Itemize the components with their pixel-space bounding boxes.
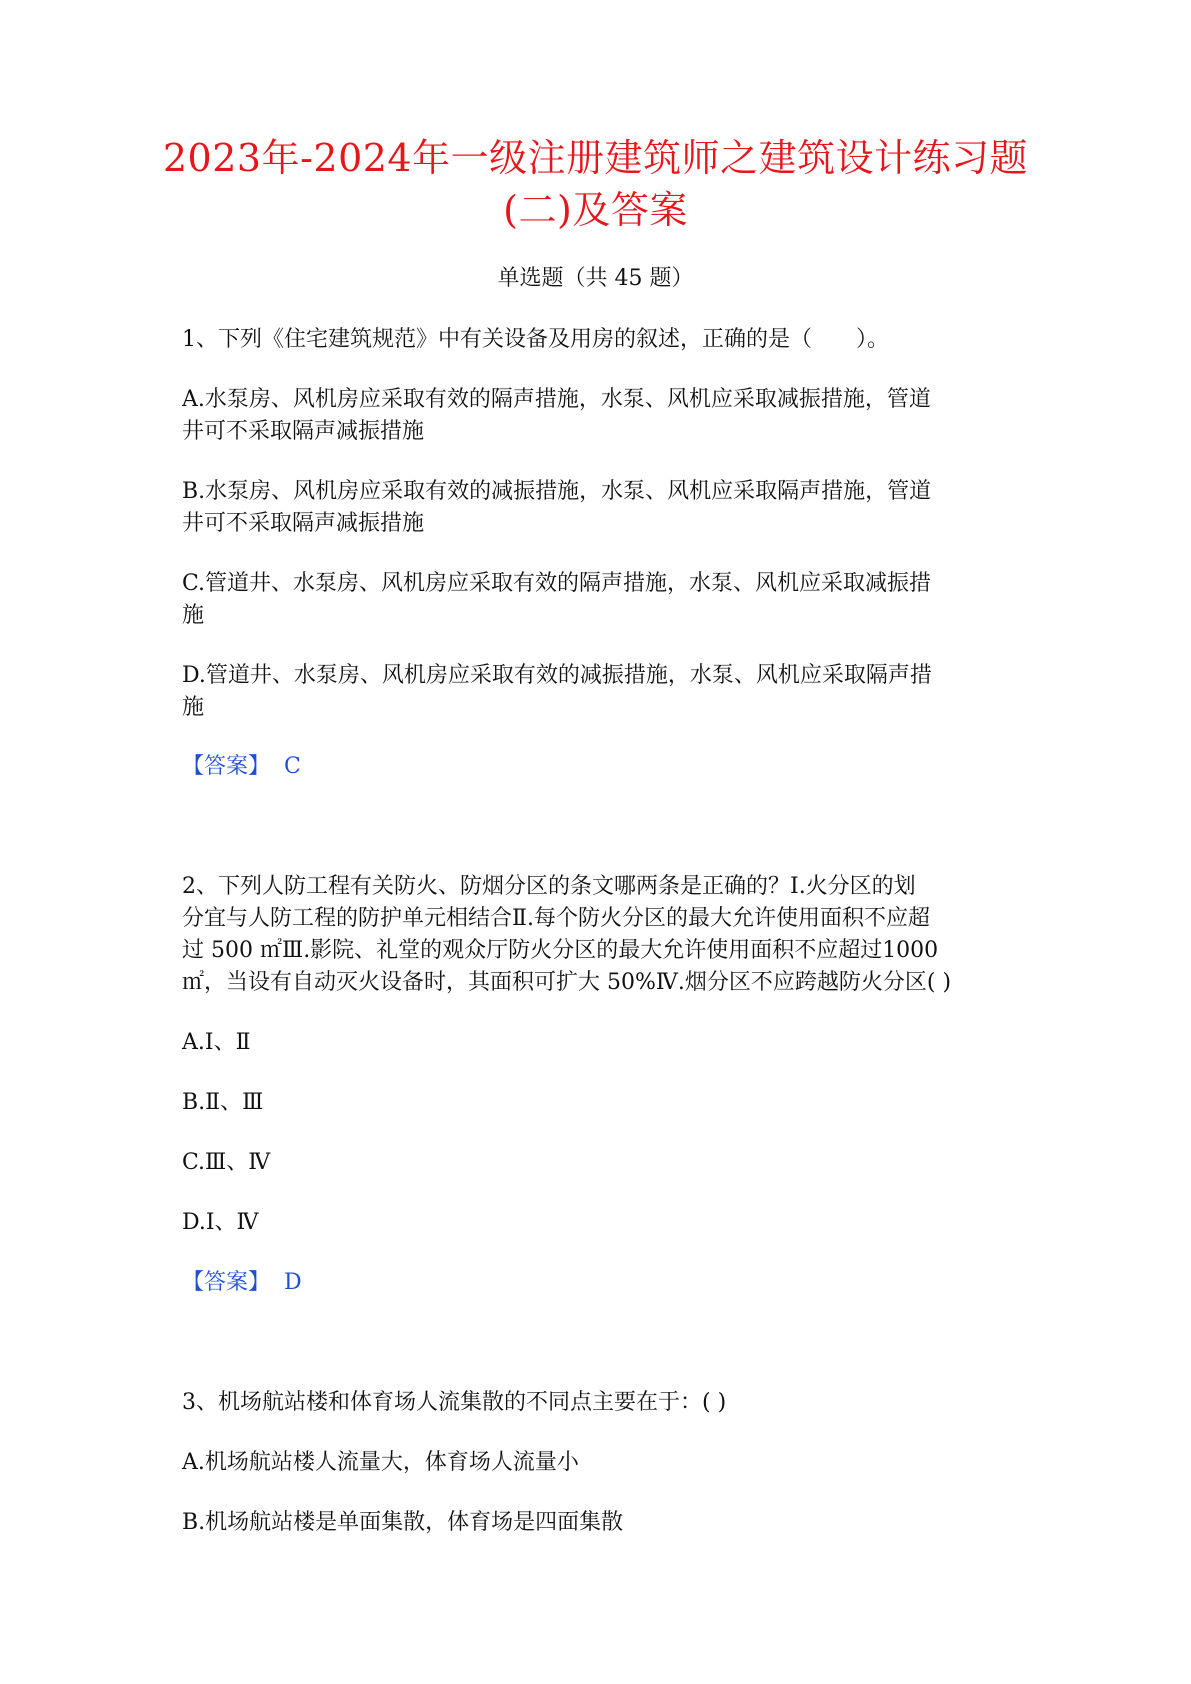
- question-1-answer: [182, 751, 301, 783]
- section-heading: 单选题（共 45 题）: [497, 266, 694, 291]
- answer-label: 【答案】: [182, 754, 271, 779]
- answer-value: D: [284, 1270, 302, 1295]
- question-1-option-d-line2: 施: [182, 695, 205, 720]
- question-1-option-b-line1: B.水泵房、风机房应采取有效的减振措施，水泵、风机应采取隔声措施，管道: [182, 479, 932, 504]
- document-title-line1: 2023年-2024年一级注册建筑师之建筑设计练习题: [162, 136, 1029, 180]
- question-3-option-a: A.机场航站楼人流量大，体育场人流量小: [182, 1450, 579, 1475]
- answer-value: C: [284, 754, 301, 779]
- question-1-stem: 1、下列《住宅建筑规范》中有关设备及用房的叙述，正确的是（ ）。: [182, 327, 889, 352]
- question-2-answer: [182, 1267, 302, 1299]
- question-2-option-b: B.Ⅱ、Ⅲ: [182, 1090, 264, 1115]
- question-2-stem-line1: 2、下列人防工程有关防火、防烟分区的条文哪两条是正确的？Ⅰ.火分区的划: [182, 874, 916, 899]
- answer-label: 【答案】: [182, 1270, 271, 1295]
- question-2-option-a: A.Ⅰ、Ⅱ: [182, 1030, 251, 1055]
- question-1-option-b-line2: 井可不采取隔声减振措施: [182, 511, 425, 536]
- question-3-stem: 3、机场航站楼和体育场人流集散的不同点主要在于：( ): [182, 1390, 727, 1415]
- question-1-option-a-line2: 井可不采取隔声减振措施: [182, 419, 425, 444]
- question-2-option-d: D.Ⅰ、Ⅳ: [182, 1210, 259, 1235]
- question-1-option-c-line1: C.管道井、水泵房、风机房应采取有效的隔声措施，水泵、风机应采取减振措: [182, 571, 932, 596]
- question-3-option-b: B.机场航站楼是单面集散，体育场是四面集散: [182, 1510, 624, 1535]
- question-2-stem-line4: ㎡，当设有自动灭火设备时，其面积可扩大 50%Ⅳ.烟分区不应跨越防火分区( ): [182, 970, 952, 995]
- question-2-stem-line3: 过 500 ㎡Ⅲ.影院、礼堂的观众厅防火分区的最大允许使用面积不应超过1000: [182, 938, 939, 963]
- question-1-option-d-line1: D.管道井、水泵房、风机房应采取有效的减振措施，水泵、风机应采取隔声措: [182, 663, 932, 688]
- question-2-option-c: C.Ⅲ、Ⅳ: [182, 1150, 271, 1175]
- document-title-line2: (二)及答案: [503, 188, 688, 232]
- question-1-option-c-line2: 施: [182, 603, 205, 628]
- question-1-option-a-line1: A.水泵房、风机房应采取有效的隔声措施，水泵、风机应采取减振措施，管道: [182, 387, 931, 412]
- question-2-stem-line2: 分宜与人防工程的防护单元相结合Ⅱ.每个防火分区的最大允许使用面积不应超: [182, 906, 930, 931]
